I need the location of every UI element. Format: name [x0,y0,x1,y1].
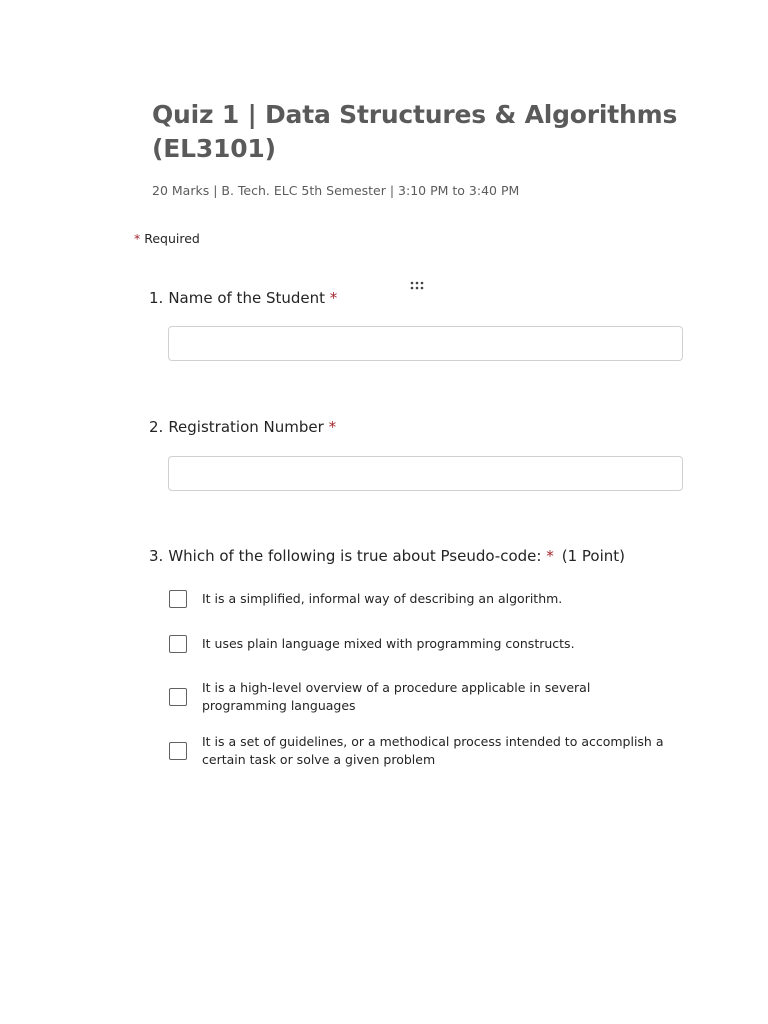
form-subtitle: 20 Marks | B. Tech. ELC 5th Semester | 3:10 PM to 3:40 PM [152,183,520,198]
required-asterisk: * [546,547,554,565]
form-title: Quiz 1 | Data Structures & Algorithms (EL3101) [152,100,678,163]
option-label: It is a high-level overview of a procedure applicable in several programming languages [202,680,591,713]
option-checkbox[interactable] [169,688,187,706]
question-number: 2. [149,418,164,436]
question-text: Registration Number [168,418,324,436]
question-points: (1 Point) [561,547,625,565]
required-note [134,231,200,246]
registration-number-input[interactable] [168,456,683,491]
question-number: 1. [149,289,164,307]
required-label: Required [144,231,200,246]
student-name-input[interactable] [168,326,683,361]
required-asterisk: * [329,289,338,307]
option-checkbox[interactable] [169,742,187,760]
required-asterisk: * [134,231,141,246]
drag-handle-icon[interactable] [410,276,426,286]
question-3-title [149,547,625,565]
option-checkbox[interactable] [169,635,187,653]
question-2-title [149,418,336,436]
question-text: Name of the Student [168,289,325,307]
question-number: 3. [149,547,164,565]
option-label: It is a simplified, informal way of describing an algorithm. [202,591,563,606]
option-label: It is a set of guidelines, or a methodical process intended to accomplish a certain task or solve a given problem [202,734,664,767]
option-checkbox[interactable] [169,590,187,608]
option-label: It uses plain language mixed with programming constructs. [202,636,575,651]
question-1-title [149,289,337,307]
required-asterisk: * [328,418,337,436]
question-text: Which of the following is true about Pseudo-code: [168,547,542,565]
